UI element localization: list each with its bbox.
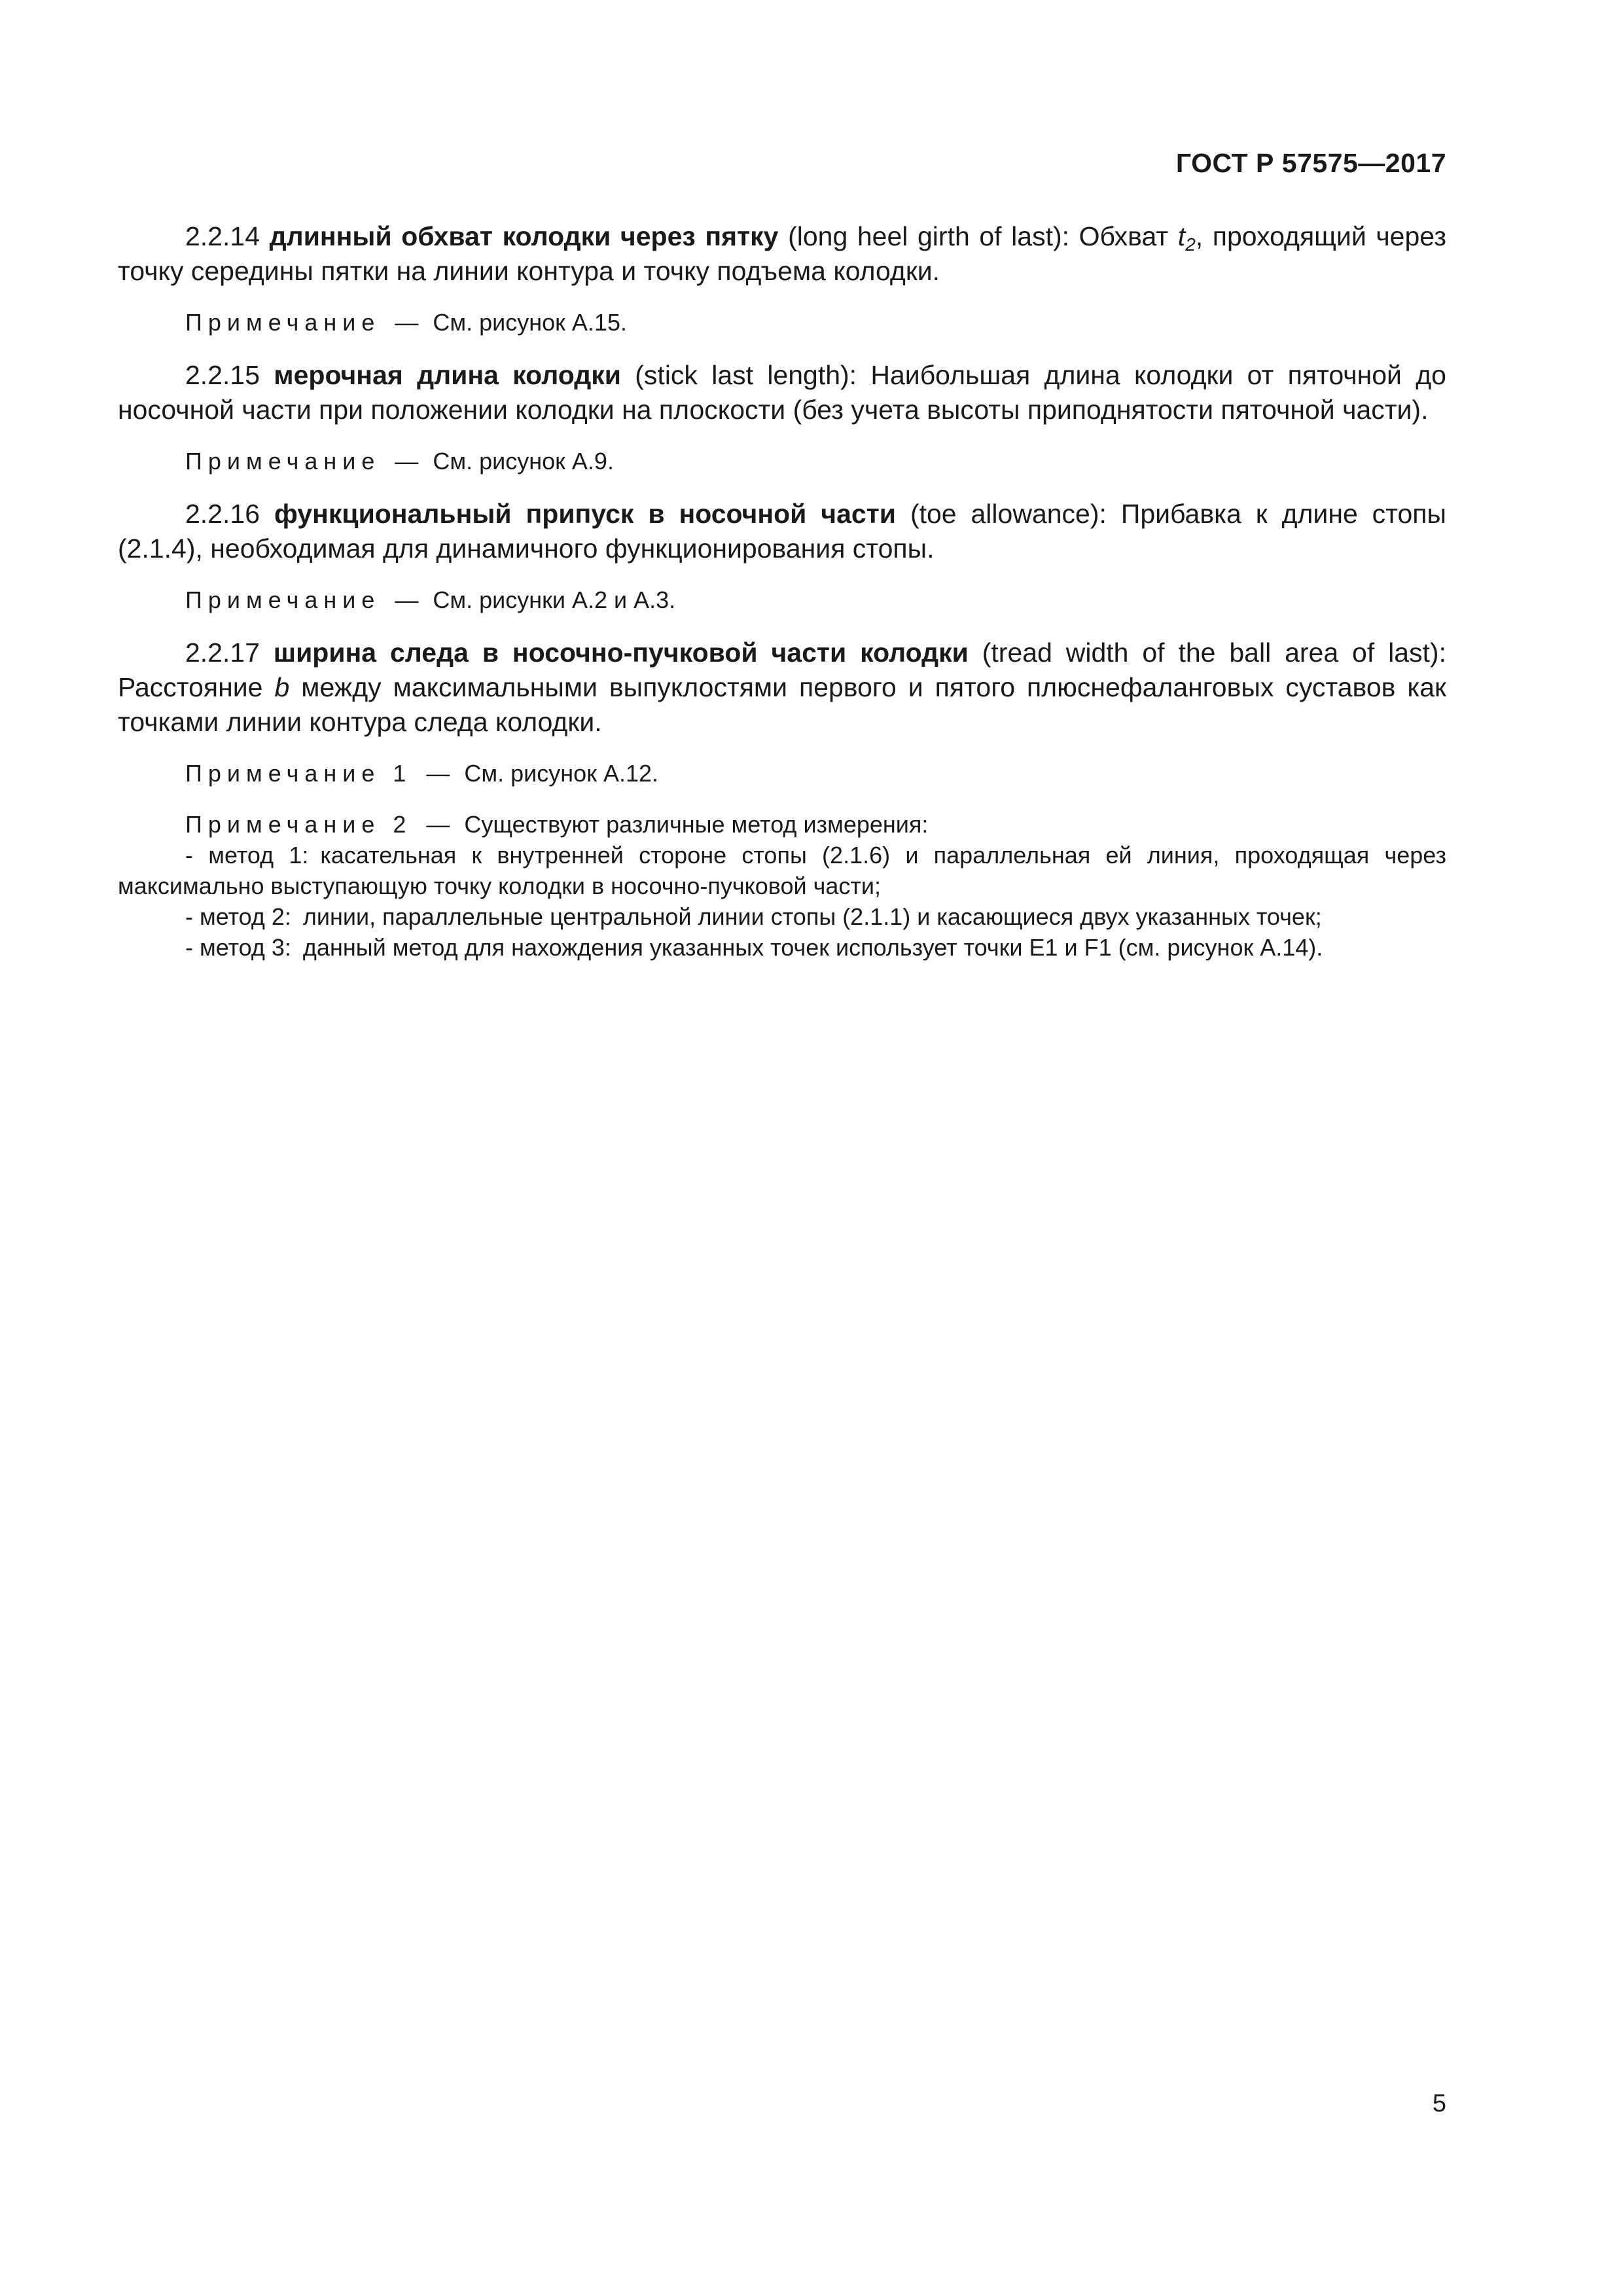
method-text: линии, параллельные центральной линии стопы (2.1.1) и касающиеся двух указанных точек; — [302, 903, 1322, 930]
method-text: данный метод для нахождения указанных точек использует точки E1 и F1 (см. рисунок А.14). — [302, 934, 1323, 961]
method-label: - метод 1: — [185, 842, 309, 869]
definition-text: между максимальными выпуклостями первого и пятого плюснефаланговых суставов как точками линии контура следа колодки. — [118, 672, 1446, 737]
section-number: 2.2.15 — [185, 360, 260, 390]
definition-text: , проходящий через точку середины пятки на линии контура и точку подъема колодки. — [118, 221, 1446, 286]
note-label: Примечание — [185, 309, 381, 336]
note-label: Примечание 2 — [185, 811, 412, 838]
definition-text: Обхват — [1079, 221, 1169, 251]
method-label: - метод 2: — [185, 903, 291, 930]
note-text: Существуют различные метод измерения: — [464, 811, 929, 838]
note-text: См. рисунок А.12. — [464, 760, 659, 787]
definition-text: Расстояние — [118, 672, 263, 702]
method-item — [118, 932, 1446, 963]
note-text: См. рисунок А.15. — [433, 309, 627, 336]
note-dash: — — [426, 760, 450, 787]
term: длинный обхват колодки через пятку — [269, 221, 779, 251]
method-text: касательная к внутренней стороне стопы (2.1.6) и параллельная ей линия, проходящая через максимально выступающую точку колодки в носочно-пучковой части; — [118, 842, 1446, 899]
term: ширина следа в носочно-пучковой части колодки — [273, 637, 969, 668]
note-1 — [118, 758, 1446, 789]
term: мерочная длина колодки — [274, 360, 621, 390]
symbol: $t_2$ — [1177, 221, 1196, 255]
section-number: 2.2.17 — [185, 637, 260, 668]
note-text: См. рисунок А.9. — [433, 448, 614, 475]
note-2 — [118, 809, 1446, 963]
symbol: b — [274, 672, 290, 702]
note-dash: — — [395, 448, 419, 475]
definition-text: Прибавка к длине стопы (2.1.4), необходимая для динамичного функционирования стопы. — [118, 499, 1446, 564]
note-dash: — — [426, 811, 450, 838]
document-body — [118, 219, 1446, 963]
note-label: Примечание — [185, 448, 381, 475]
note-label: Примечание — [185, 586, 381, 613]
note-text: См. рисунки А.2 и А.3. — [433, 586, 676, 613]
definition-2-2-17 — [118, 636, 1446, 740]
note-2-heading — [118, 809, 1446, 840]
definition-2-2-16 — [118, 497, 1446, 566]
note — [118, 307, 1446, 338]
document-code-header: ГОСТ Р 57575—2017 — [1175, 148, 1446, 178]
note-dash: — — [395, 309, 419, 336]
method-label: - метод 3: — [185, 934, 291, 961]
english-term: (long heel girth of last): — [788, 221, 1070, 251]
english-term: (toe allowance): — [910, 499, 1107, 529]
note-label: Примечание 1 — [185, 760, 412, 787]
definition-2-2-15 — [118, 358, 1446, 427]
definition-text: Наибольшая длина колодки от пяточной до носочной части при положении колодки на плоскости (без учета высоты приподнятости пяточной части). — [118, 360, 1446, 425]
method-item — [118, 901, 1446, 932]
section-number: 2.2.16 — [185, 499, 260, 529]
note — [118, 446, 1446, 477]
symbol-subscript: 2 — [1185, 234, 1196, 255]
note-dash: — — [395, 586, 419, 613]
page-number: 5 — [1432, 2090, 1446, 2117]
definition-2-2-14 — [118, 219, 1446, 289]
term: функциональный припуск в носочной части — [274, 499, 896, 529]
section-number: 2.2.14 — [185, 221, 260, 251]
english-term: (stick last length): — [635, 360, 857, 390]
note — [118, 584, 1446, 616]
method-item — [118, 840, 1446, 901]
english-term: (tread width of the ball area of last): — [982, 637, 1446, 668]
